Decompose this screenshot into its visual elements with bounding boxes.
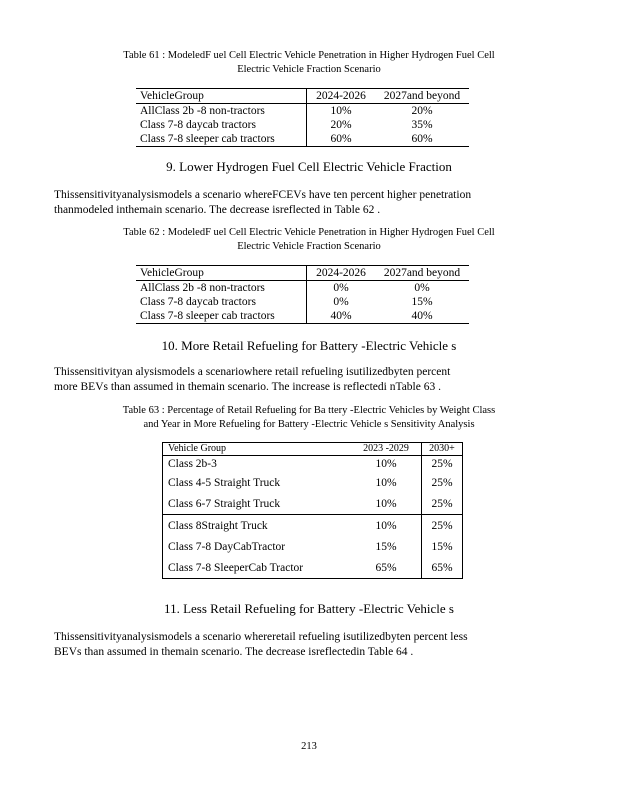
table-62-caption-line2: Electric Vehicle Fraction Scenario xyxy=(237,241,381,252)
table-cell: 65% xyxy=(431,561,453,574)
table-62-header-period2: 2027and beyond xyxy=(375,266,469,281)
table-63-header-row xyxy=(163,443,463,456)
table-cell: Class 7-8 sleeper cab tractors xyxy=(136,309,307,324)
table-cell: 25% xyxy=(422,515,463,537)
table-cell: 65% xyxy=(351,557,422,579)
section-11-paragraph xyxy=(54,630,554,660)
table-63 xyxy=(162,442,463,579)
table-row xyxy=(136,132,469,147)
table-row xyxy=(163,557,463,579)
table-cell: Class 8Straight Truck xyxy=(163,515,352,537)
table-cell: Class 7-8 daycab tractors xyxy=(136,118,307,132)
table-62-caption-line1: Table 62 : ModeledF uel Cell Electric Vehicle Penetration in Higher Hydrogen Fuel Cell xyxy=(123,227,495,238)
table-61-caption-line1: Table 61 : ModeledF uel Cell Electric Vehicle Penetration in Higher Hydrogen Fuel Cell xyxy=(123,50,495,61)
table-cell: 10% xyxy=(351,493,422,515)
section-11-heading: 11. Less Retail Refueling for Battery -Electric Vehicle s xyxy=(164,601,454,616)
table-cell: Class 7-8 SleeperCab Tractor xyxy=(168,561,304,574)
table-61-caption xyxy=(0,49,618,77)
table-cell: 10% xyxy=(351,515,422,537)
table-cell: 0% xyxy=(414,282,430,294)
table-cell: 60% xyxy=(375,132,469,147)
table-62-header-period1: 2024-2026 xyxy=(307,266,376,281)
table-cell: 25% xyxy=(431,497,453,510)
table-cell: 15% xyxy=(431,540,453,553)
table-cell: Class 7-8 sleeper cab tractors xyxy=(136,132,307,147)
table-row xyxy=(163,515,463,537)
table-cell: AllClass 2b -8 non-tractors xyxy=(136,281,307,296)
table-cell: 60% xyxy=(307,132,376,147)
table-cell: Class 4-5 Straight Truck xyxy=(168,476,281,489)
table-62-header-group: VehicleGroup xyxy=(136,266,307,281)
page-number: 213 xyxy=(301,741,317,752)
table-cell: Class 7-8 daycab tractors xyxy=(136,295,307,309)
table-63-caption-line1: Table 63 : Percentage of Retail Refueling for Ba ttery -Electric Vehicles by Weight Class xyxy=(122,405,496,416)
table-cell: Class 6-7 Straight Truck xyxy=(168,497,281,510)
table-63-header-group: Vehicle Group xyxy=(163,443,352,456)
table-cell: 25% xyxy=(431,458,453,470)
table-61-caption-line2: Electric Vehicle Fraction Scenario xyxy=(237,64,381,75)
table-61-header-period2: 2027and beyond xyxy=(375,89,469,104)
table-61-header-row xyxy=(136,89,469,104)
table-62 xyxy=(136,265,469,324)
table-cell: 15% xyxy=(351,536,422,557)
table-row xyxy=(136,295,469,309)
table-cell: Class 2b-3 xyxy=(168,458,217,470)
table-62-caption xyxy=(0,226,618,254)
table-63-header-period2: 2030+ xyxy=(422,443,463,456)
table-cell: 15% xyxy=(411,296,433,308)
table-cell: 40% xyxy=(307,309,376,324)
table-cell: 0% xyxy=(333,296,349,308)
table-cell: 10% xyxy=(330,105,352,117)
section-10-line1: Thissensitivityan alysismodels a scenariowhere retail refueling isutilizedbyten percent xyxy=(54,366,451,378)
table-61-header-group: VehicleGroup xyxy=(136,89,307,104)
table-61-header-period1: 2024-2026 xyxy=(307,89,376,104)
table-61 xyxy=(136,88,469,147)
section-9-heading: 9. Lower Hydrogen Fuel Cell Electric Vehicle Fraction xyxy=(166,159,452,174)
table-row xyxy=(136,309,469,324)
section-9-line1: Thissensitivityanalysismodels a scenario whereFCEVs have ten percent higher penetration xyxy=(54,189,472,201)
table-cell: 20% xyxy=(411,105,433,117)
table-63-header-period1: 2023 -2029 xyxy=(351,443,422,456)
table-cell: 40% xyxy=(375,309,469,324)
table-row xyxy=(163,536,463,557)
table-cell: 10% xyxy=(351,472,422,493)
section-10-paragraph xyxy=(54,365,554,395)
table-row xyxy=(163,456,463,473)
table-62-header-row xyxy=(136,266,469,281)
table-cell: 20% xyxy=(330,119,352,131)
table-cell: 10% xyxy=(351,456,422,473)
table-row xyxy=(136,118,469,132)
table-cell: Class 7-8 DayCabTractor xyxy=(168,540,286,553)
table-63-caption xyxy=(0,404,618,432)
table-row xyxy=(163,472,463,493)
table-cell: 25% xyxy=(431,476,453,489)
table-cell: 35% xyxy=(411,119,433,131)
section-10-heading: 10. More Retail Refueling for Battery -Electric Vehicle s xyxy=(161,338,457,353)
section-11-line1: Thissensitivityanalysismodels a scenario whereretail refueling isutilizedbyten percent less xyxy=(54,631,468,643)
section-9-line2: thanmodeled inthemain scenario. The decrease isreflected in Table 62 . xyxy=(54,204,381,216)
table-cell: 0% xyxy=(333,282,349,294)
section-11-line2: BEVs than assumed in themain scenario. The decrease isreflectedin Table 64 . xyxy=(54,646,414,658)
table-row xyxy=(136,281,469,296)
section-9-paragraph xyxy=(54,188,554,218)
table-row xyxy=(163,493,463,515)
table-row xyxy=(136,104,469,119)
section-10-line2: more BEVs than assumed in themain scenario. The increase is reflectedi nTable 63 . xyxy=(54,381,441,393)
table-63-caption-line2: and Year in More Refueling for Battery -Electric Vehicle s Sensitivity Analysis xyxy=(143,419,475,430)
table-cell: AllClass 2b -8 non-tractors xyxy=(136,104,307,119)
